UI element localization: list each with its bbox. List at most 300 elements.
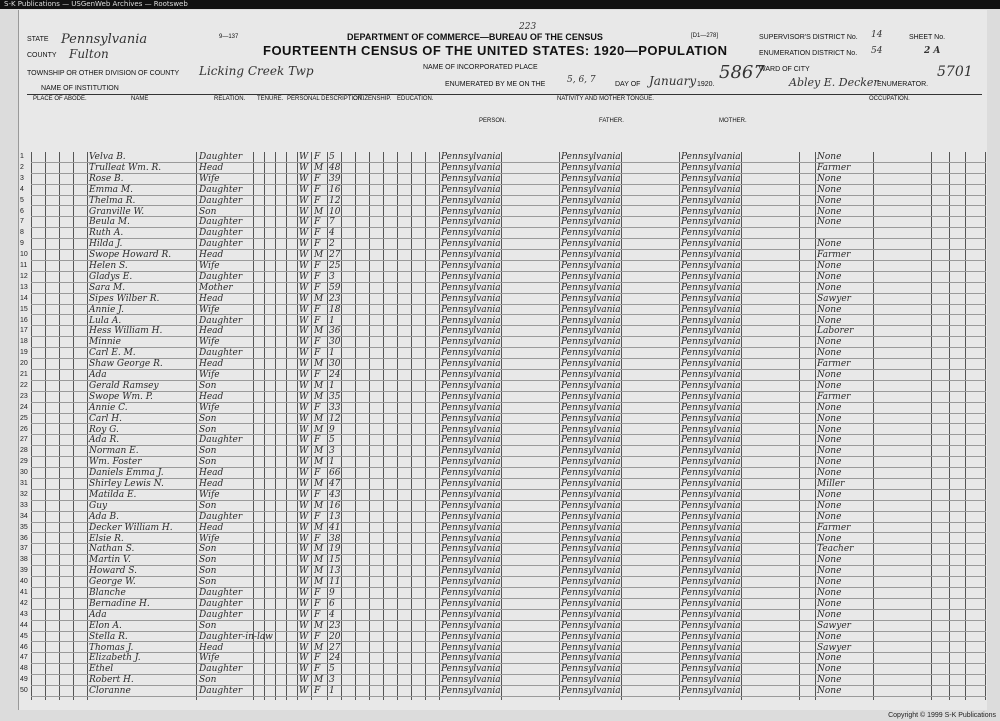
cell-mpob: Pennsylvania (681, 544, 741, 555)
line-number: 40 (20, 578, 28, 586)
cell-fpob: Pennsylvania (561, 500, 621, 511)
cell-mpob: Pennsylvania (681, 359, 741, 370)
cell-mpob: Pennsylvania (681, 206, 741, 217)
line-number: 34 (20, 512, 28, 520)
cell-mpob: Pennsylvania (681, 282, 741, 293)
cell-fpob: Pennsylvania (561, 544, 621, 555)
cell-rel: Head (199, 293, 224, 304)
cell-pob: Pennsylvania (441, 173, 501, 184)
cell-race: W (299, 293, 309, 304)
cell-name: Elon A. (89, 620, 122, 631)
line-number: 16 (20, 316, 28, 324)
cell-occ: None (817, 282, 842, 293)
cell-rel: Daughter (199, 152, 243, 162)
cell-race: W (299, 435, 309, 446)
township-label: TOWNSHIP OR OTHER DIVISION OF COUNTY (27, 70, 180, 77)
cell-sex: F (314, 239, 321, 250)
cell-age: 59 (329, 282, 341, 293)
cell-occ: Farmer (817, 162, 851, 173)
cell-age: 1 (329, 315, 335, 326)
cell-age: 1 (329, 348, 335, 359)
cell-fpob: Pennsylvania (561, 533, 621, 544)
line-number: 50 (20, 687, 28, 695)
cell-sex: F (314, 261, 321, 271)
cell-age: 3 (329, 675, 335, 686)
table-row (20, 566, 986, 577)
cell-mpob: Pennsylvania (681, 391, 741, 402)
table-row (20, 391, 986, 403)
line-number: 20 (20, 360, 28, 368)
line-number: 38 (20, 556, 28, 564)
cell-fpob: Pennsylvania (561, 217, 621, 228)
cell-occ: None (817, 446, 842, 457)
cell-sex: F (314, 337, 321, 348)
table-row (20, 293, 986, 305)
cell-sex: F (314, 609, 321, 620)
cell-age: 12 (329, 413, 341, 424)
cell-fpob: Pennsylvania (561, 609, 621, 620)
cell-sex: M (314, 391, 324, 402)
cell-sex: F (314, 152, 321, 162)
cell-name: Annie C. (89, 402, 128, 413)
cell-fpob: Pennsylvania (561, 184, 621, 195)
cell-rel: Wife (199, 370, 220, 380)
cell-pob: Pennsylvania (441, 315, 501, 326)
cell-pob: Pennsylvania (441, 609, 501, 620)
cell-name: Emma M. (89, 184, 133, 195)
cell-name: Gerald Ramsey (89, 380, 159, 391)
cell-race: W (299, 479, 309, 489)
table-row (20, 424, 986, 436)
cell-name: Ada (89, 370, 107, 380)
cell-occ: Sawyer (817, 293, 851, 304)
line-number: 43 (20, 610, 28, 618)
cell-mpob: Pennsylvania (681, 228, 741, 239)
cell-race: W (299, 533, 309, 544)
cell-race: W (299, 239, 309, 250)
cell-race: W (299, 686, 309, 697)
cell-sex: M (314, 162, 324, 173)
cell-age: 1 (329, 686, 335, 697)
cell-race: W (299, 315, 309, 326)
cell-fpob: Pennsylvania (561, 435, 621, 446)
table-row (20, 533, 986, 545)
cell-age: 25 (329, 261, 341, 271)
cell-mpob: Pennsylvania (681, 588, 741, 598)
cell-age: 5 (329, 435, 335, 446)
cell-pob: Pennsylvania (441, 555, 501, 566)
cell-occ: None (817, 598, 842, 609)
line-number: 14 (20, 294, 28, 302)
cell-race: W (299, 413, 309, 424)
table-row (20, 511, 986, 523)
cell-mpob: Pennsylvania (681, 642, 741, 653)
cell-fpob: Pennsylvania (561, 653, 621, 664)
cell-rel: Wife (199, 402, 220, 413)
cell-rel: Head (199, 522, 224, 533)
copyright-footer: Copyright © 1999 S-K Publications (888, 712, 996, 719)
section-education: EDUCATION. (397, 96, 434, 102)
cell-occ: Sawyer (817, 620, 851, 631)
census-title: FOURTEENTH CENSUS OF THE UNITED STATES: 1920—POPULATION (263, 43, 728, 58)
cell-sex: M (314, 522, 324, 533)
cell-fpob: Pennsylvania (561, 391, 621, 402)
cell-race: W (299, 261, 309, 271)
line-number: 24 (20, 403, 28, 411)
cell-pob: Pennsylvania (441, 489, 501, 500)
cell-age: 15 (329, 555, 341, 566)
cell-name: Thelma R. (89, 195, 136, 206)
cell-rel: Daughter (199, 195, 243, 206)
cell-sex: M (314, 326, 324, 337)
cell-race: W (299, 282, 309, 293)
cell-pob: Pennsylvania (441, 500, 501, 511)
cell-age: 5 (329, 664, 335, 675)
cell-race: W (299, 424, 309, 435)
cell-age: 24 (329, 653, 341, 664)
corner-number: 5701 (937, 64, 973, 80)
cell-occ: None (817, 489, 842, 500)
line-number: 42 (20, 599, 28, 607)
cell-rel: Wife (199, 489, 220, 500)
table-row (20, 402, 986, 414)
cell-mpob: Pennsylvania (681, 686, 741, 697)
cell-name: Trulleat Wm. R. (89, 162, 162, 173)
cell-name: Hilda J. (89, 239, 123, 250)
line-number: 23 (20, 392, 28, 400)
cell-race: W (299, 380, 309, 391)
cell-mpob: Pennsylvania (681, 261, 741, 271)
cell-mpob: Pennsylvania (681, 555, 741, 566)
line-number: 44 (20, 621, 28, 629)
cell-age: 43 (329, 489, 341, 500)
cell-rel: Daughter (199, 598, 243, 609)
cell-race: W (299, 598, 309, 609)
cell-age: 9 (329, 588, 335, 598)
cell-name: Daniels Emma J. (89, 468, 164, 479)
cell-occ: None (817, 675, 842, 686)
table-row (20, 588, 986, 599)
cell-name: Sipes Wilber R. (89, 293, 160, 304)
cell-sex: F (314, 402, 321, 413)
cell-name: Elsie R. (89, 533, 124, 544)
cell-rel: Wife (199, 653, 220, 664)
line-number: 25 (20, 414, 28, 422)
line-number: 7 (20, 218, 24, 226)
cell-sex: M (314, 206, 324, 217)
table-row (20, 228, 986, 239)
enumerator-name: Abley E. Decker (789, 76, 879, 89)
table-row (20, 359, 986, 370)
county-label: COUNTY (27, 52, 57, 59)
cell-name: Velva B. (89, 152, 126, 162)
cell-mpob: Pennsylvania (681, 435, 741, 446)
cell-fpob: Pennsylvania (561, 261, 621, 271)
table-row (20, 195, 986, 207)
cell-name: Nathan S. (89, 544, 135, 555)
cell-race: W (299, 446, 309, 457)
section-place: PLACE OF ABODE. (33, 96, 87, 102)
table-row (20, 609, 986, 621)
cell-fpob: Pennsylvania (561, 402, 621, 413)
table-row (20, 370, 986, 381)
cell-fpob: Pennsylvania (561, 468, 621, 479)
cell-sex: F (314, 370, 321, 380)
cell-name: Decker William H. (89, 522, 173, 533)
cell-mpob: Pennsylvania (681, 326, 741, 337)
cell-age: 19 (329, 544, 341, 555)
census-sheet (18, 10, 987, 710)
line-number: 39 (20, 567, 28, 575)
cell-race: W (299, 359, 309, 370)
line-number: 36 (20, 534, 28, 542)
table-row (20, 522, 986, 534)
cell-race: W (299, 206, 309, 217)
cell-fpob: Pennsylvania (561, 457, 621, 468)
line-number: 17 (20, 327, 28, 335)
cell-mpob: Pennsylvania (681, 577, 741, 588)
cell-fpob: Pennsylvania (561, 152, 621, 162)
cell-pob: Pennsylvania (441, 522, 501, 533)
enumerated-days: 5, 6, 7 (567, 75, 596, 85)
line-number: 22 (20, 381, 28, 389)
cell-pob: Pennsylvania (441, 577, 501, 588)
line-number: 29 (20, 458, 28, 466)
cell-rel: Daughter (199, 511, 243, 522)
cell-fpob: Pennsylvania (561, 162, 621, 173)
line-number: 2 (20, 163, 24, 171)
cell-age: 39 (329, 173, 341, 184)
institution-label: NAME OF INSTITUTION (41, 85, 119, 92)
cell-race: W (299, 152, 309, 162)
cell-age: 9 (329, 424, 335, 435)
cell-race: W (299, 642, 309, 653)
section-nativity: NATIVITY AND MOTHER TONGUE. (557, 96, 654, 102)
cell-sex: F (314, 664, 321, 675)
cell-pob: Pennsylvania (441, 337, 501, 348)
cell-name: Helen S. (89, 261, 128, 271)
table-row (20, 598, 986, 610)
cell-fpob: Pennsylvania (561, 359, 621, 370)
cell-rel: Head (199, 162, 224, 173)
cell-fpob: Pennsylvania (561, 239, 621, 250)
cell-pob: Pennsylvania (441, 184, 501, 195)
cell-pob: Pennsylvania (441, 359, 501, 370)
cell-rel: Wife (199, 261, 220, 271)
cell-rel: Son (199, 424, 217, 435)
cell-race: W (299, 348, 309, 359)
cell-sex: F (314, 184, 321, 195)
census-grid (20, 152, 986, 700)
cell-race: W (299, 184, 309, 195)
cell-rel: Son (199, 620, 217, 631)
cell-mpob: Pennsylvania (681, 380, 741, 391)
line-number: 21 (20, 371, 28, 378)
table-row (20, 457, 986, 468)
cell-mpob: Pennsylvania (681, 370, 741, 380)
cell-race: W (299, 609, 309, 620)
cell-mpob: Pennsylvania (681, 239, 741, 250)
cell-sex: F (314, 511, 321, 522)
cell-name: Swope Howard R. (89, 250, 172, 261)
cell-sex: M (314, 500, 324, 511)
cell-fpob: Pennsylvania (561, 348, 621, 359)
cell-pob: Pennsylvania (441, 402, 501, 413)
cell-race: W (299, 500, 309, 511)
cell-occ: None (817, 152, 842, 162)
cell-occ: None (817, 533, 842, 544)
cell-rel: Daughter (199, 228, 243, 239)
cell-fpob: Pennsylvania (561, 511, 621, 522)
cell-occ: None (817, 217, 842, 228)
cell-mpob: Pennsylvania (681, 468, 741, 479)
line-number: 46 (20, 643, 28, 651)
cell-fpob: Pennsylvania (561, 566, 621, 577)
cell-pob: Pennsylvania (441, 675, 501, 686)
cell-rel: Son (199, 500, 217, 511)
cell-race: W (299, 173, 309, 184)
cell-pob: Pennsylvania (441, 293, 501, 304)
cell-sex: F (314, 686, 321, 697)
cell-age: 30 (329, 359, 341, 370)
cell-mpob: Pennsylvania (681, 173, 741, 184)
cell-sex: F (314, 173, 321, 184)
table-row (20, 152, 986, 163)
cell-name: Rose B. (89, 173, 124, 184)
cell-age: 35 (329, 391, 341, 402)
cell-name: Shirley Lewis N. (89, 479, 164, 489)
cell-rel: Daughter (199, 184, 243, 195)
cell-name: Norman E. (89, 446, 139, 457)
cell-sex: M (314, 544, 324, 555)
enumeration-value: 54 (871, 46, 883, 56)
cell-sex: M (314, 424, 324, 435)
cell-occ: None (817, 261, 842, 271)
cell-pob: Pennsylvania (441, 642, 501, 653)
cell-name: Howard S. (89, 566, 137, 577)
cell-sex: F (314, 195, 321, 206)
cell-age: 2 (329, 239, 335, 250)
form-code: [D1—278] (691, 33, 719, 39)
cell-age: 48 (329, 162, 341, 173)
cell-sex: F (314, 468, 321, 479)
line-number: 4 (20, 185, 24, 193)
cell-name: Ada B. (89, 511, 119, 522)
cell-age: 20 (329, 631, 341, 642)
line-number: 48 (20, 665, 28, 673)
cell-occ: None (817, 271, 842, 282)
cell-mpob: Pennsylvania (681, 184, 741, 195)
cell-occ: None (817, 337, 842, 348)
cell-fpob: Pennsylvania (561, 489, 621, 500)
cell-occ: None (817, 413, 842, 424)
table-row (20, 271, 986, 283)
section-father: FATHER. (599, 118, 624, 124)
stamp-number: 223 (519, 22, 537, 32)
cell-occ: None (817, 588, 842, 598)
cell-sex: M (314, 675, 324, 686)
cell-fpob: Pennsylvania (561, 282, 621, 293)
cell-occ: None (817, 424, 842, 435)
cell-pob: Pennsylvania (441, 348, 501, 359)
cell-name: Blanche (89, 588, 126, 598)
line-number: 47 (20, 654, 28, 662)
table-row (20, 435, 986, 446)
section-tenure: TENURE. (257, 96, 284, 102)
cell-mpob: Pennsylvania (681, 457, 741, 468)
cell-name: Matilda E. (89, 489, 137, 500)
cell-pob: Pennsylvania (441, 250, 501, 261)
section-person: PERSON. (479, 118, 507, 124)
cell-rel: Daughter (199, 217, 243, 228)
cell-fpob: Pennsylvania (561, 620, 621, 631)
table-row (20, 184, 986, 196)
cell-sex: F (314, 217, 321, 228)
cell-mpob: Pennsylvania (681, 675, 741, 686)
cell-age: 10 (329, 206, 341, 217)
cell-sex: M (314, 293, 324, 304)
table-row (20, 664, 986, 675)
cell-fpob: Pennsylvania (561, 370, 621, 380)
cell-occ: None (817, 348, 842, 359)
cell-occ: Farmer (817, 522, 851, 533)
cell-race: W (299, 195, 309, 206)
cell-rel: Head (199, 250, 224, 261)
cell-occ: None (817, 195, 842, 206)
cell-rel: Son (199, 544, 217, 555)
cell-fpob: Pennsylvania (561, 206, 621, 217)
dept-title: DEPARTMENT OF COMMERCE—BUREAU OF THE CENSUS (347, 32, 603, 42)
cell-pob: Pennsylvania (441, 566, 501, 577)
cell-fpob: Pennsylvania (561, 675, 621, 686)
header-rule (27, 94, 982, 95)
cell-name: Beula M. (89, 217, 130, 228)
cell-occ: Sawyer (817, 642, 851, 653)
cell-sex: F (314, 631, 321, 642)
cell-rel: Son (199, 555, 217, 566)
cell-occ: None (817, 239, 842, 250)
cell-mpob: Pennsylvania (681, 293, 741, 304)
cell-pob: Pennsylvania (441, 206, 501, 217)
line-number: 28 (20, 447, 28, 455)
cell-race: W (299, 337, 309, 348)
cell-mpob: Pennsylvania (681, 620, 741, 631)
cell-mpob: Pennsylvania (681, 664, 741, 675)
cell-occ: None (817, 206, 842, 217)
cell-occ: Farmer (817, 359, 851, 370)
cell-rel: Son (199, 446, 217, 457)
cell-fpob: Pennsylvania (561, 195, 621, 206)
cell-age: 47 (329, 479, 341, 489)
line-number: 32 (20, 490, 28, 498)
section-relation: RELATION. (214, 96, 246, 102)
cell-rel: Son (199, 675, 217, 686)
cell-sex: F (314, 315, 321, 326)
table-row (20, 446, 986, 457)
cell-age: 3 (329, 446, 335, 457)
line-number: 26 (20, 425, 28, 433)
cell-fpob: Pennsylvania (561, 424, 621, 435)
cell-occ: None (817, 315, 842, 326)
cell-name: Martin V. (89, 555, 131, 566)
cell-fpob: Pennsylvania (561, 479, 621, 489)
incorporated-label: NAME OF INCORPORATED PLACE (423, 64, 538, 71)
cell-age: 18 (329, 304, 341, 315)
cell-fpob: Pennsylvania (561, 413, 621, 424)
section-mother: MOTHER. (719, 118, 747, 124)
cell-occ: Miller (817, 479, 845, 489)
table-row (20, 544, 986, 555)
